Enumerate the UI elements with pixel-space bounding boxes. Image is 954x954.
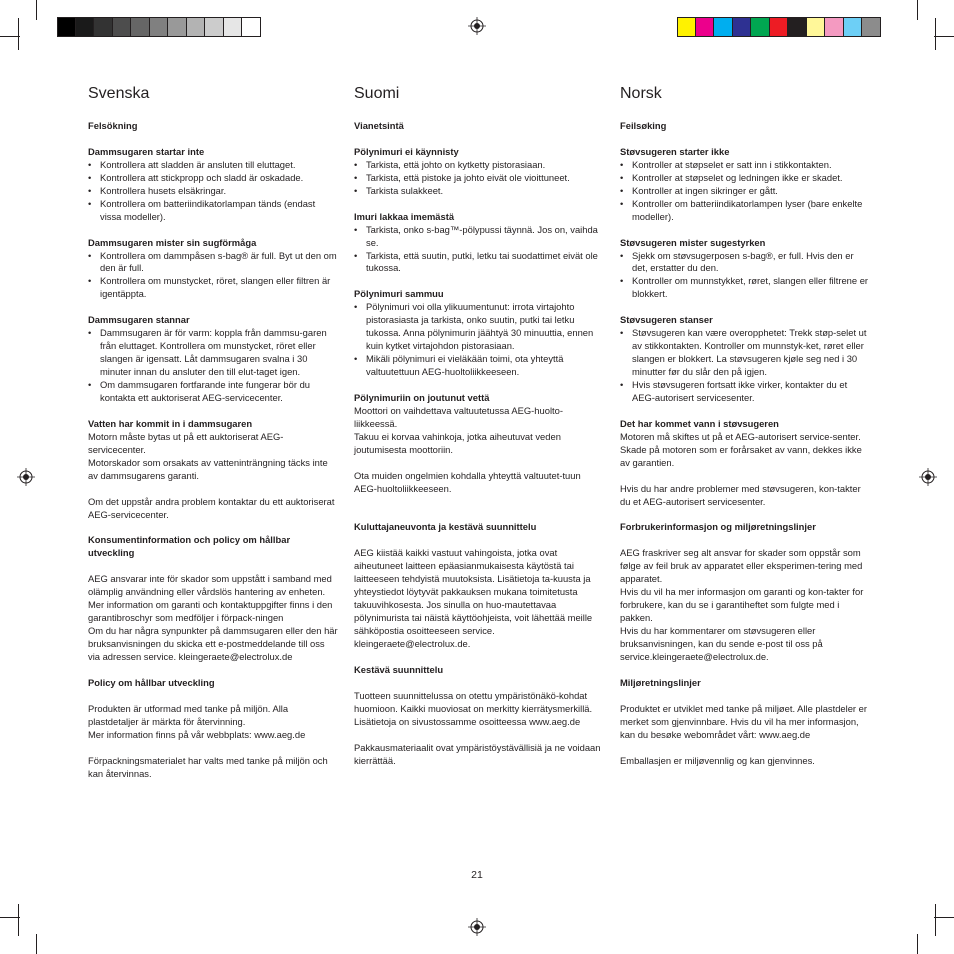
section-heading: Kestävä suunnittelu xyxy=(354,663,444,675)
paragraph: Produkten är utformad med tanke på miljön. Alla plastdetaljer är märkta för återvinning. xyxy=(88,702,289,727)
color-swatch xyxy=(205,17,224,37)
spacer xyxy=(354,133,604,146)
registration-mark-icon xyxy=(17,468,35,486)
section-heading: Miljøretningslinjer xyxy=(620,676,701,688)
spacer xyxy=(354,729,604,742)
section-heading: Kuluttajaneuvonta ja kestävä suunnittelu xyxy=(354,521,537,533)
color-swatch xyxy=(57,17,76,37)
paragraph: Takuu ei korvaa vahinkoja, jotka aiheutuvat veden joutumisesta moottoriin. xyxy=(354,430,561,455)
bullet-list xyxy=(620,250,870,302)
color-swatch xyxy=(844,17,863,37)
color-swatch xyxy=(76,17,95,37)
list-item: • Kontroller om munnstykket, røret, slangen eller filtrene er blokkert. xyxy=(620,275,870,301)
spacer xyxy=(354,496,604,509)
spacer xyxy=(88,742,338,755)
list-item: • Kontrollera om dammpåsen s-bag® är full. Byt ut den om den är full. xyxy=(88,250,338,276)
list-item: • Kontrollera om munstycket, röret, slangen eller filtren är igentäppta. xyxy=(88,275,338,301)
color-swatch xyxy=(714,17,733,37)
spacer xyxy=(354,509,604,522)
color-swatch xyxy=(733,17,752,37)
bullet-list xyxy=(620,327,870,405)
spacer xyxy=(354,457,604,470)
process-color-bar xyxy=(677,17,881,37)
registration-mark-icon xyxy=(468,17,486,35)
list-item: • Kontroller at ingen sikringer er gått. xyxy=(620,185,870,198)
section-heading: Støvsugeren mister sugestyrken xyxy=(620,236,766,248)
column-svenska xyxy=(88,84,338,780)
list-item: • Kontroller om batteriindikatorlampen lyser (bare enkelte modeller). xyxy=(620,198,870,224)
color-swatch xyxy=(677,17,696,37)
spacer xyxy=(88,560,338,573)
color-swatch xyxy=(770,17,789,37)
spacer xyxy=(620,224,870,237)
paragraph: Hvis du vil ha mer informasjon om garanti og kon-takter for forbrukere, kan du se i garantiheftet som fulgte med i pakken. xyxy=(620,586,864,624)
column-norsk xyxy=(620,84,870,768)
list-item: • Kontrollera husets elsäkringar. xyxy=(88,185,338,198)
section-heading: Imuri lakkaa imemästä xyxy=(354,210,455,222)
paragraph: Om du har några synpunkter på dammsugaren eller den här bruksanvisningen du skicka ett e-postmeddelande till oss via adressen service. kleingeraete@electrolux.de xyxy=(88,625,338,662)
list-item: • Sjekk om støvsugerposen s-bag®, er full. Hvis den er det, erstatter du den. xyxy=(620,250,870,276)
spacer xyxy=(620,405,870,418)
registration-mark-icon xyxy=(919,468,937,486)
color-swatch xyxy=(788,17,807,37)
color-swatch xyxy=(825,17,844,37)
page-number: 21 xyxy=(471,869,483,881)
section-heading: Vianetsintä xyxy=(354,120,404,131)
color-swatch xyxy=(94,17,113,37)
bullet-list xyxy=(88,159,338,224)
bullet-list xyxy=(620,159,870,224)
list-item: • Tarkista, onko s-bag™-pölypussi täynnä. Jos on, vaihda se. xyxy=(354,224,604,250)
paragraph: Tuotteen suunnittelussa on otettu ympäristönäkö-kohdat huomioon. Kaikki muoviosat on merkitty kierrätysmerkillä. Lisätietoja on sivustossamme osoitteessa www.aeg.de xyxy=(354,689,593,727)
color-swatch xyxy=(150,17,169,37)
color-swatch xyxy=(168,17,187,37)
list-item: • Støvsugeren kan være overopphetet: Trekk støp-selet ut av stikkontakten. Kontroller om munnstyk-ket, røret eller slangen er blokkert. La støvsugeren kjøle seg ned i 30 minutter før du slår den på igjen. xyxy=(620,327,870,379)
list-item: • Tarkista, että suutin, putki, letku tai suodattimet eivät ole tukossa. xyxy=(354,250,604,276)
paragraph: Pakkausmateriaalit ovat ympäristöystävällisiä ja ne voidaan kierrättää. xyxy=(354,741,601,766)
list-item: • Mikäli pölynimuri ei vieläkään toimi, ota yhteyttä valtuutettuun AEG-huoltoliikkeeseen. xyxy=(354,353,604,379)
color-swatch xyxy=(751,17,770,37)
spacer xyxy=(620,664,870,677)
list-item: • Kontrollera om batteriindikatorlampan tänds (endast vissa modeller). xyxy=(88,198,338,224)
paragraph: Produktet er utviklet med tanke på miljøet. Alle plastdeler er merket som gjenvinnbare. Hvis du vil ha mer informasjon, kan du besøke webområdet vårt: www.aeg.de xyxy=(620,702,867,740)
column-title: Svenska xyxy=(88,85,150,102)
list-item: • Dammsugaren är för varm: koppla från dammsu-garen från eluttaget. Kontrollera om munstycket, röret eller slangen är igensatt. Låt dammsugaren svalna i 30 minuter innan du ansluter den till elut-taget igen. xyxy=(88,327,338,379)
list-item: • Kontrollera att sladden är ansluten till eluttaget. xyxy=(88,159,338,172)
spacer xyxy=(88,690,338,703)
spacer xyxy=(354,275,604,288)
color-swatch xyxy=(807,17,826,37)
spacer xyxy=(354,534,604,547)
section-heading: Felsökning xyxy=(88,120,138,131)
list-item: • Tarkista sulakkeet. xyxy=(354,185,604,198)
list-item: • Tarkista, että pistoke ja johto eivät ole vioittuneet. xyxy=(354,172,604,185)
paragraph: Emballasjen er miljøvennlig og kan gjenvinnes. xyxy=(620,754,815,766)
bullet-list xyxy=(354,224,604,276)
color-swatch xyxy=(862,17,881,37)
column-title: Suomi xyxy=(354,85,400,102)
section-heading: Støvsugeren stanser xyxy=(620,314,713,326)
section-heading: Policy om hållbar utveckling xyxy=(88,676,215,688)
spacer xyxy=(88,521,338,534)
color-swatch xyxy=(113,17,132,37)
section-heading: Pölynimuriin on joutunut vettä xyxy=(354,391,490,403)
spacer xyxy=(88,664,338,677)
bullet-list xyxy=(354,159,604,198)
spacer xyxy=(88,301,338,314)
spacer xyxy=(354,677,604,690)
section-heading: Forbrukerinformasjon og miljøretningslinjer xyxy=(620,521,816,533)
spacer xyxy=(88,483,338,496)
spacer xyxy=(620,470,870,483)
section-heading: Støvsugeren starter ikke xyxy=(620,145,730,157)
paragraph: Motorskador som orsakats av vatteninträngning täcks inte av dammsugarens garanti. xyxy=(88,456,328,481)
paragraph: Om det uppstår andra problem kontaktar du ett auktoriserat AEG-servicecenter. xyxy=(88,495,335,520)
paragraph: AEG kiistää kaikki vastuut vahingoista, jotka ovat aiheutuneet laitteen epäasianmukaisesta käytöstä tai laitteeseen tehdyistä muutoksista. Lisätietoja ta-kuusta ja yhteystiedot löytyvät pakkauksen mukana toimitetusta takuuvihkosesta. Jos sinulla on huo-mautettavaa pölynimurista tai näistä käyttöohjeista, voit lähettää meille sähköpostia osoitteeseen service. kleingeraete@electrolux.de. xyxy=(354,547,593,649)
list-item: • Hvis støvsugeren fortsatt ikke virker, kontakter du et AEG-autorisert servicesenter. xyxy=(620,379,870,405)
section-heading: Vatten har kommit in i dammsugaren xyxy=(88,417,253,429)
bullet-list xyxy=(354,301,604,379)
spacer xyxy=(620,742,870,755)
color-swatch xyxy=(224,17,243,37)
list-item: • Kontroller at støpselet og ledningen ikke er skadet. xyxy=(620,172,870,185)
paragraph: Ota muiden ongelmien kohdalla yhteyttä valtuutet-tuun AEG-huoltoliikkeeseen. xyxy=(354,469,581,494)
column-title: Norsk xyxy=(620,85,662,102)
color-swatch xyxy=(242,17,261,37)
paragraph: AEG ansvarar inte för skador som uppstått i samband med olämplig användning eller vårdslös hantering av enheten. xyxy=(88,573,332,598)
section-heading: Pölynimuri ei käynnisty xyxy=(354,145,459,157)
spacer xyxy=(620,534,870,547)
list-item: • Om dammsugaren fortfarande inte fungerar bör du kontakta ett auktoriserat AEG-servicecenter. xyxy=(88,379,338,405)
paragraph: AEG fraskriver seg alt ansvar for skader som oppstår som følge av feil bruk av apparatet eller eksperimen-tering med apparatet. xyxy=(620,547,863,585)
spacer xyxy=(620,301,870,314)
section-heading: Feilsøking xyxy=(620,120,667,131)
paragraph: Skade på motoren som er forårsaket av vann, dekkes ikke av garantien. xyxy=(620,443,862,468)
spacer xyxy=(354,651,604,664)
color-swatch xyxy=(131,17,150,37)
spacer xyxy=(620,509,870,522)
column-suomi xyxy=(354,84,604,767)
section-heading: Dammsugaren stannar xyxy=(88,314,190,326)
spacer xyxy=(620,133,870,146)
spacer xyxy=(88,224,338,237)
section-heading: Pölynimuri sammuu xyxy=(354,288,444,300)
spacer xyxy=(354,198,604,211)
paragraph: Mer information om garanti och kontaktuppgifter finns i den garantibroschyr som medföljer i förpack-ningen xyxy=(88,599,333,624)
paragraph: Hvis du har andre problemer med støvsugeren, kon-takter du et AEG-autorisert servicesenter. xyxy=(620,482,861,507)
paragraph: Förpackningsmaterialet har valts med tanke på miljön och kan återvinnas. xyxy=(88,754,328,779)
paragraph: Moottori on vaihdettava valtuutetussa AEG-huolto-liikkeessä. xyxy=(354,404,563,429)
section-heading: Dammsugaren mister sin sugförmåga xyxy=(88,236,257,248)
section-heading: Konsumentinformation och policy om hållbar utveckling xyxy=(88,534,291,559)
list-item: • Pölynimuri voi olla ylikuumentunut: irrota virtajohto pistorasiasta ja tarkista, onko suutin, putki tai letku tukossa. Anna pölynimurin jäähtyä 30 minuuttia, ennen kuin kytket virtajohdon pistorasiaan. xyxy=(354,301,604,353)
section-heading: Det har kommet vann i støvsugeren xyxy=(620,417,779,429)
color-swatch xyxy=(696,17,715,37)
list-item: • Kontroller at støpselet er satt inn i stikkontakten. xyxy=(620,159,870,172)
spacer xyxy=(620,690,870,703)
section-heading: Dammsugaren startar inte xyxy=(88,145,205,157)
bullet-list xyxy=(88,327,338,405)
paragraph: Hvis du har kommentarer om støvsugeren eller bruksanvisningen, kan du sende e-post til oss på service.kleingeraete@electrolux.de. xyxy=(620,625,823,662)
paragraph: Motoren må skiftes ut på et AEG-autorisert service-senter. xyxy=(620,430,861,442)
paragraph: Mer information finns på vår webbplats: www.aeg.de xyxy=(88,728,306,740)
grayscale-color-bar xyxy=(57,17,261,37)
paragraph: Motorn måste bytas ut på ett auktoriserat AEG-servicecenter. xyxy=(88,430,284,455)
list-item: • Kontrollera att stickpropp och sladd är oskadade. xyxy=(88,172,338,185)
registration-mark-icon xyxy=(468,918,486,936)
spacer xyxy=(88,133,338,146)
bullet-list xyxy=(88,250,338,302)
spacer xyxy=(354,379,604,392)
color-swatch xyxy=(187,17,206,37)
list-item: • Tarkista, että johto on kytketty pistorasiaan. xyxy=(354,159,604,172)
spacer xyxy=(88,405,338,418)
